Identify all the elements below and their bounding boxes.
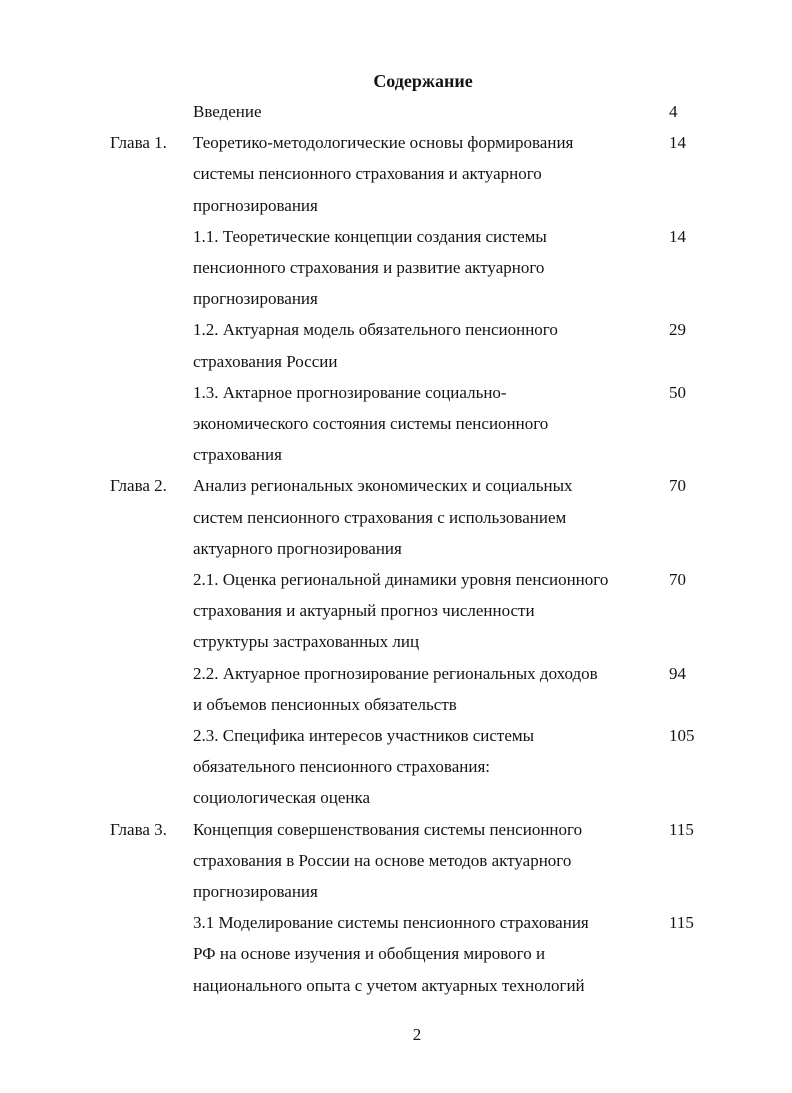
toc-entry-title: [193, 720, 663, 814]
toc-entry-page-number: 70: [669, 476, 686, 496]
toc-entry: [0, 564, 792, 658]
toc-entry-title-line: 1.3. Актарное прогнозирование социально-: [193, 382, 507, 402]
toc-entry-page-number: 4: [669, 102, 678, 121]
toc-entry-title-line: пенсионного страхования и развитие актуарного: [193, 258, 545, 278]
page-title: Содержание: [373, 71, 473, 91]
toc-entry-title-line: страхования России: [193, 351, 338, 371]
toc-entry-title: [193, 127, 663, 221]
toc-entry-title: [193, 658, 663, 720]
toc-entry-page-number: 50: [669, 382, 686, 402]
toc-entry-title-line: 3.1 Моделирование системы пенсионного страхования: [193, 913, 589, 933]
toc-entry-title-line: 2.2. Актуарное прогнозирование региональных доходов: [193, 663, 598, 683]
toc-entry-title-line: прогнозирования: [193, 289, 318, 309]
toc-entry-title: [193, 907, 663, 1001]
toc-entry: [0, 470, 792, 564]
toc-entry-title-line: социологическая оценка: [193, 788, 371, 808]
toc-entry-title-line: прогнозирования: [193, 195, 318, 215]
toc-entry-page-number: 105: [669, 726, 695, 746]
toc-entry: [0, 127, 792, 221]
toc-entry-title-line: экономического состояния системы пенсионного: [193, 414, 549, 434]
toc-entry-title: [193, 221, 663, 315]
toc-entry-page-number: 14: [669, 133, 686, 153]
toc-entry-title-line: актуарного прогнозирования: [193, 538, 402, 558]
toc-entry-title-line: Введение: [193, 102, 262, 121]
table-of-contents: [0, 96, 792, 1001]
toc-entry-title-line: страхования: [193, 445, 282, 465]
toc-entry: [0, 720, 792, 814]
toc-entry-page-number: 115: [669, 913, 694, 933]
toc-entry-title-line: 2.1. Оценка региональной динамики уровня пенсионного: [193, 570, 609, 590]
toc-entry: [0, 314, 792, 376]
toc-entry-title-line: национального опыта с учетом актуарных технологий: [193, 975, 585, 995]
toc-entry-chapter-label: Глава 3.: [110, 819, 167, 839]
toc-entry-title: [193, 470, 663, 564]
toc-entry: [0, 814, 792, 908]
toc-entry-chapter-label: Глава 1.: [110, 133, 167, 153]
toc-entry-title: [193, 377, 663, 471]
toc-entry-title-line: РФ на основе изучения и обобщения мирового и: [193, 944, 546, 964]
toc-entry: [0, 658, 792, 720]
toc-entry-title: [193, 314, 663, 376]
toc-entry-page-number: 29: [669, 320, 686, 340]
toc-entry: [0, 221, 792, 315]
toc-entry-title-line: 1.1. Теоретические концепции создания системы: [193, 226, 547, 246]
toc-entry-title-line: страхования в России на основе методов актуарного: [193, 850, 572, 870]
toc-entry-page-number: 94: [669, 663, 686, 683]
toc-entry-title-line: 1.2. Актуарная модель обязательного пенсионного: [193, 320, 558, 340]
toc-entry-title-line: системы пенсионного страхования и актуарного: [193, 164, 542, 184]
toc-entry-title-line: и объемов пенсионных обязательств: [193, 694, 457, 714]
toc-entry-title-line: 2.3. Специфика интересов участников системы: [193, 726, 535, 746]
toc-entry: [0, 96, 792, 127]
toc-entry-title: [193, 564, 663, 658]
toc-entry-title: [193, 814, 663, 908]
toc-entry-title: [193, 96, 663, 127]
toc-entry-title-line: систем пенсионного страхования с использованием: [193, 507, 567, 527]
page-number: 2: [412, 1025, 422, 1044]
toc-entry-title-line: Теоретико-методологические основы формирования: [193, 133, 574, 153]
toc-entry-page-number: 70: [669, 570, 686, 590]
toc-entry-page-number: 14: [669, 226, 686, 246]
toc-entry-title-line: структуры застрахованных лиц: [193, 632, 420, 652]
toc-entry: [0, 377, 792, 471]
toc-entry-title-line: Анализ региональных экономических и социальных: [193, 476, 573, 496]
toc-entry-title-line: Концепция совершенствования системы пенсионного: [193, 819, 583, 839]
toc-entry-title-line: страхования и актуарный прогноз численности: [193, 601, 535, 621]
toc-entry: [0, 907, 792, 1001]
toc-entry-title-line: прогнозирования: [193, 882, 318, 902]
toc-entry-page-number: 115: [669, 819, 694, 839]
toc-entry-chapter-label: Глава 2.: [110, 476, 167, 496]
toc-entry-title-line: обязательного пенсионного страхования:: [193, 757, 491, 777]
